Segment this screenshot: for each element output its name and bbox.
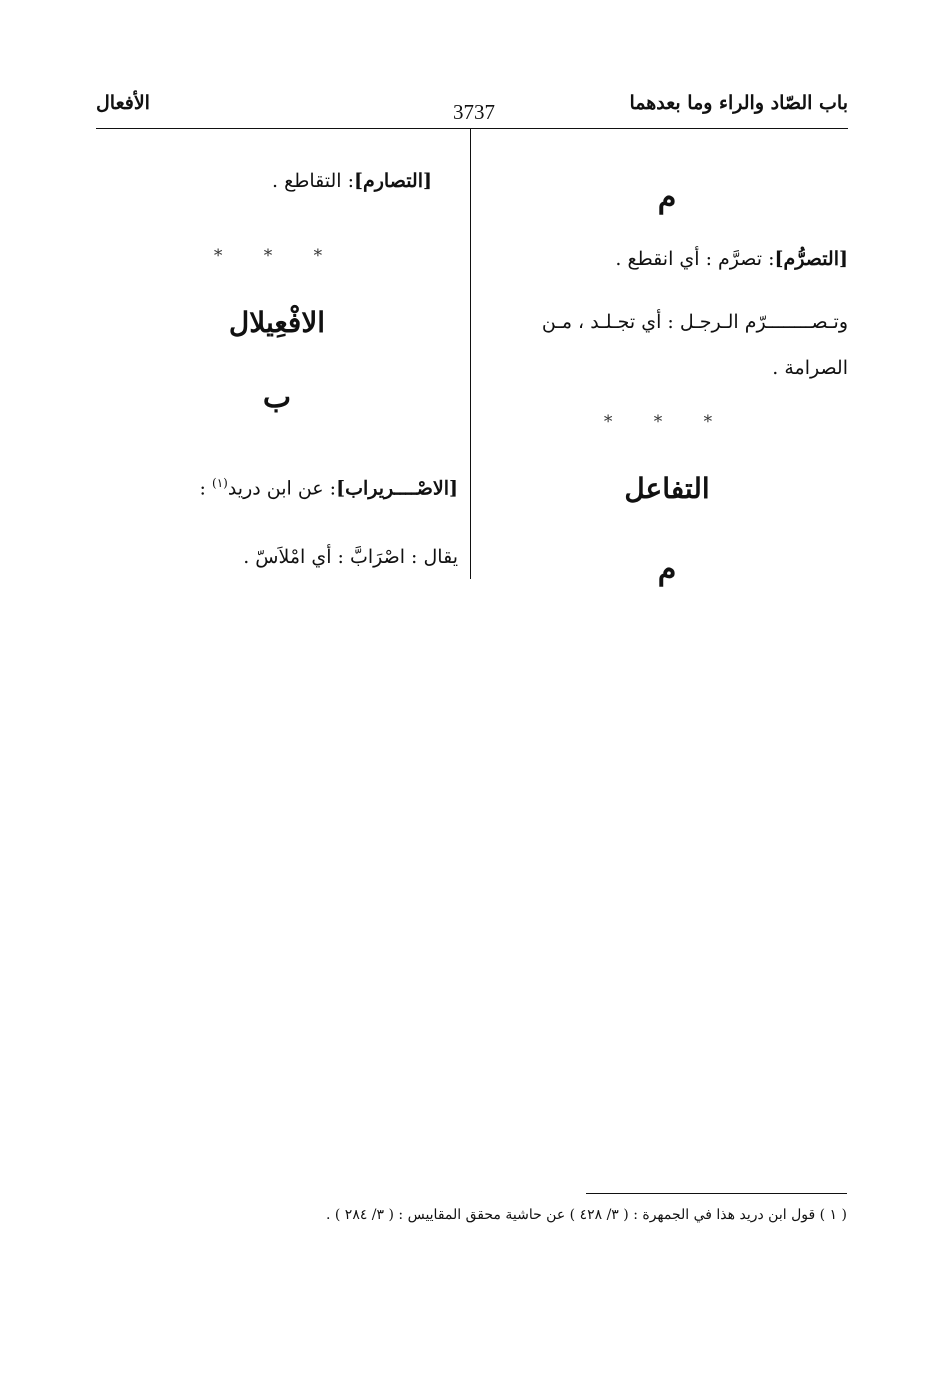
letter-heading: ب xyxy=(262,380,292,415)
section-separator: * * * xyxy=(213,246,341,266)
entry-term: [التصارم] xyxy=(354,170,432,192)
entry-definition: : عن ابن دريد xyxy=(227,477,337,500)
entry-tasarrum xyxy=(486,236,848,282)
section-title: الافْعِيلال xyxy=(228,306,326,339)
entry-term: [التصرُّم] xyxy=(774,248,848,270)
section-separator: * * * xyxy=(603,412,731,432)
entry-term: [الاصْــــريراب] xyxy=(336,477,458,500)
entry-definition: : التقاطع . xyxy=(272,170,354,192)
entry-line: الصرامة . xyxy=(772,357,848,379)
header-rule xyxy=(96,128,848,129)
page-number: 3737 xyxy=(453,100,495,124)
footnote-rule xyxy=(586,1193,847,1194)
entry-definition: : تصرَّم : أي انقطع . xyxy=(615,248,775,270)
entry-isribab xyxy=(96,460,458,511)
running-header-section: الأفعال xyxy=(96,92,150,114)
entry-line: وتـصــــــــرّم الـرجـل : أي تجـلـد ، مـن xyxy=(541,311,848,333)
letter-heading: م xyxy=(657,552,677,587)
footnote-ref[interactable]: (١) xyxy=(212,476,228,490)
entry-line: يقال : اصْرَابَّ : أي امْلاَسّ . xyxy=(243,546,458,568)
column-divider xyxy=(470,129,471,579)
letter-heading: م xyxy=(657,180,677,215)
footnote: ( ١ ) قول ابن دريد هذا في الجمهرة : ( ٣/ ٤٢٨ ) عن حاشية محقق المقاييس : ( ٣/ ٢٨٤ ) . xyxy=(325,1207,847,1223)
running-header-chapter: باب الصّاد والراء وما بعدهما xyxy=(629,92,848,114)
section-title: التفاعل xyxy=(624,472,710,505)
entry-tasarum xyxy=(96,158,432,204)
entry-punct: : xyxy=(199,477,212,500)
